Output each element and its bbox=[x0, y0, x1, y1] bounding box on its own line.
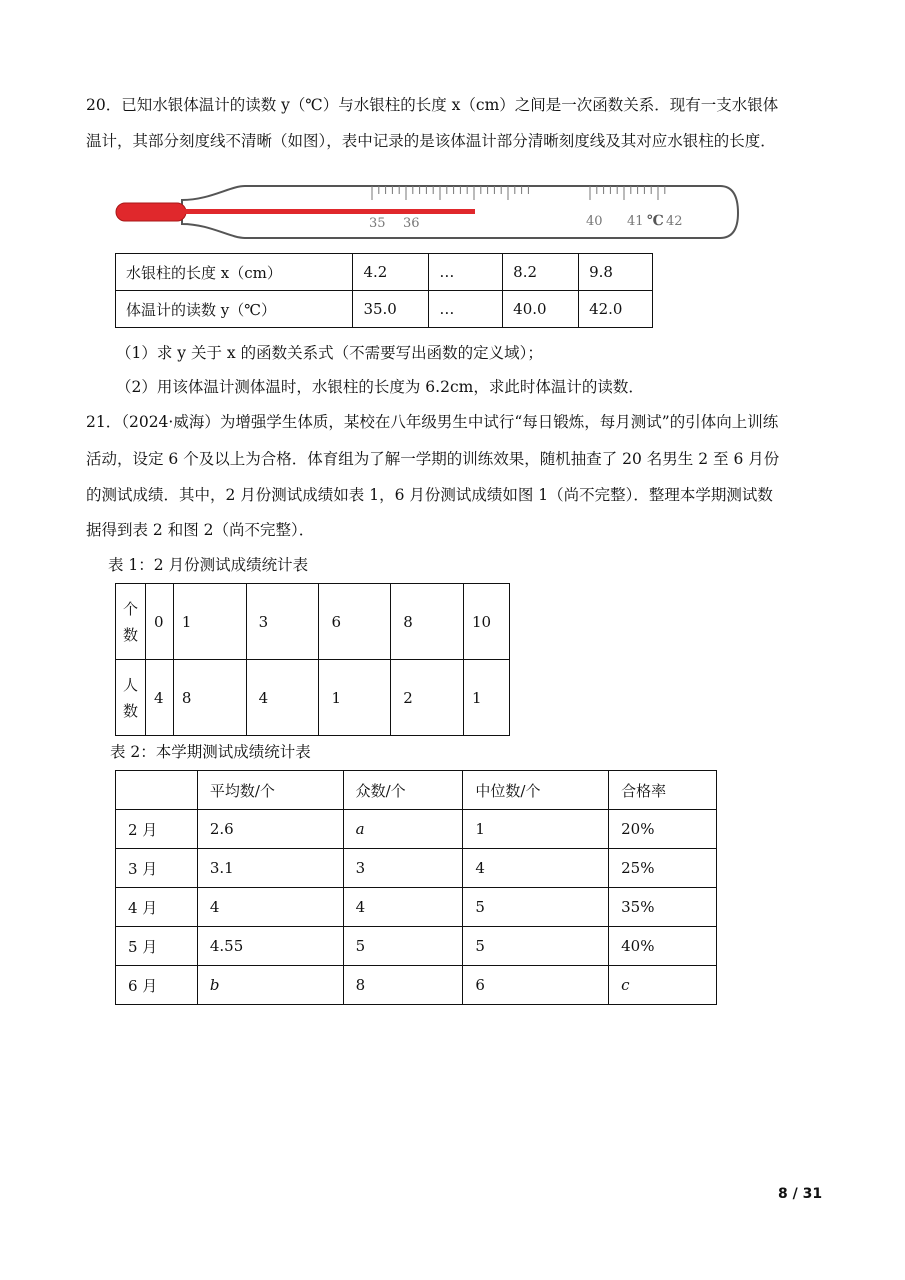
table-cell: 2 月 bbox=[116, 810, 198, 849]
table-cell: 8.2 bbox=[503, 254, 579, 291]
table-cell: 4.55 bbox=[197, 927, 343, 966]
header-cell: 合格率 bbox=[609, 771, 717, 810]
table-cell: 5 bbox=[463, 927, 609, 966]
table-cell: 3 月 bbox=[116, 849, 198, 888]
thermometer-figure bbox=[110, 180, 750, 244]
table-cell: 40.0 bbox=[503, 291, 579, 328]
table-cell: 3 bbox=[246, 584, 319, 660]
table-cell: 8 bbox=[173, 660, 246, 736]
table-cell: 6 月 bbox=[116, 966, 198, 1005]
table-cell: 10 bbox=[464, 584, 510, 660]
q20-line-2: 温计，其部分刻度线不清晰（如图），表中记录的是该体温计部分清晰刻度线及其对应水银柱的长度． bbox=[86, 132, 776, 150]
q21-line-2: 活动，设定 6 个及以上为合格．体育组为了解一学期的训练效果，随机抽查了 20 名男生 2 至 6 月份 bbox=[86, 450, 780, 468]
q21-line-3: 的测试成绩．其中，2 月份测试成绩如表 1，6 月份测试成绩如图 1（尚不完整）．整理本学期测试数 bbox=[86, 486, 773, 504]
thermo-unit: ℃ bbox=[647, 213, 664, 229]
table-cell: 1 bbox=[319, 660, 391, 736]
page-number: 8 / 31 bbox=[778, 1186, 823, 1202]
table-cell: 6 bbox=[319, 584, 391, 660]
table-cell: 4.2 bbox=[353, 254, 429, 291]
table-row bbox=[116, 810, 717, 849]
table-cell: 4 bbox=[343, 888, 463, 927]
table-cell: 4 bbox=[145, 660, 173, 736]
table-cell: 2 bbox=[391, 660, 464, 736]
q20-table bbox=[115, 253, 653, 328]
table-cell: 6 bbox=[463, 966, 609, 1005]
table-cell: … bbox=[429, 254, 503, 291]
q20-part-2: （2）用该体温计测体温时，水银柱的长度为 6.2cm，求此时体温计的读数． bbox=[116, 378, 644, 396]
table-cell: 4 月 bbox=[116, 888, 198, 927]
table-cell: 3 bbox=[343, 849, 463, 888]
table-cell: 3.1 bbox=[197, 849, 343, 888]
table-cell: b bbox=[197, 966, 343, 1005]
table-row bbox=[116, 291, 653, 328]
header-cell bbox=[116, 771, 198, 810]
table-cell: 4 bbox=[463, 849, 609, 888]
mercury-bulb bbox=[116, 203, 186, 221]
table-cell: 2.6 bbox=[197, 810, 343, 849]
table-cell: 1 bbox=[463, 810, 609, 849]
q20-line-1: 20．已知水银体温计的读数 y（℃）与水银柱的长度 x（cm）之间是一次函数关系．现有一支水银体 bbox=[86, 96, 779, 114]
table-cell: 5 bbox=[463, 888, 609, 927]
table-cell: c bbox=[609, 966, 717, 1005]
header-cell: 众数/个 bbox=[343, 771, 463, 810]
row-label-people: 人 数 bbox=[116, 660, 146, 736]
q21-line-4: 据得到表 2 和图 2（尚不完整）． bbox=[86, 521, 315, 539]
table-cell: 1 bbox=[173, 584, 246, 660]
thermo-label-35: 35 bbox=[369, 216, 386, 231]
table-cell: 20% bbox=[609, 810, 717, 849]
table-cell: 40% bbox=[609, 927, 717, 966]
table-cell: 8 bbox=[343, 966, 463, 1005]
header-cell: 中位数/个 bbox=[463, 771, 609, 810]
q20-part-1: （1）求 y 关于 x 的函数关系式（不需要写出函数的定义域）； bbox=[116, 344, 543, 362]
mercury-column bbox=[182, 209, 475, 214]
table-cell: … bbox=[429, 291, 503, 328]
table-cell: a bbox=[343, 810, 463, 849]
table-cell: 5 bbox=[343, 927, 463, 966]
table1-caption: 表 1：2 月份测试成绩统计表 bbox=[108, 556, 309, 574]
table-row bbox=[116, 584, 510, 660]
table2-caption: 表 2：本学期测试成绩统计表 bbox=[110, 743, 311, 761]
table-cell: 8 bbox=[391, 584, 464, 660]
row-label-length: 水银柱的长度 x（cm） bbox=[116, 254, 353, 291]
table-cell: 9.8 bbox=[579, 254, 653, 291]
table-cell: 5 月 bbox=[116, 927, 198, 966]
table-cell: 35% bbox=[609, 888, 717, 927]
table-cell: 0 bbox=[145, 584, 173, 660]
thermo-label-41: 41 bbox=[627, 214, 644, 229]
table-cell: 1 bbox=[464, 660, 510, 736]
thermo-label-40: 40 bbox=[586, 214, 603, 229]
table-cell: 25% bbox=[609, 849, 717, 888]
table-row bbox=[116, 888, 717, 927]
table-cell: 4 bbox=[197, 888, 343, 927]
thermo-label-36: 36 bbox=[403, 216, 420, 231]
row-label-reading: 体温计的读数 y（℃） bbox=[116, 291, 353, 328]
q21-line-1: 21．（2024·威海）为增强学生体质，某校在八年级男生中试行“每日锻炼，每月测试”的引体向上训练 bbox=[86, 413, 779, 431]
header-cell: 平均数/个 bbox=[197, 771, 343, 810]
table-cell: 42.0 bbox=[579, 291, 653, 328]
q21-table-1 bbox=[115, 583, 510, 736]
table-row bbox=[116, 966, 717, 1005]
table-header-row bbox=[116, 771, 717, 810]
thermo-label-42: 42 bbox=[666, 214, 683, 229]
table-row bbox=[116, 849, 717, 888]
table-row bbox=[116, 927, 717, 966]
table-row bbox=[116, 254, 653, 291]
row-label-count: 个 数 bbox=[116, 584, 146, 660]
table-row bbox=[116, 660, 510, 736]
table-cell: 4 bbox=[246, 660, 319, 736]
table-cell: 35.0 bbox=[353, 291, 429, 328]
q21-table-2 bbox=[115, 770, 717, 1005]
